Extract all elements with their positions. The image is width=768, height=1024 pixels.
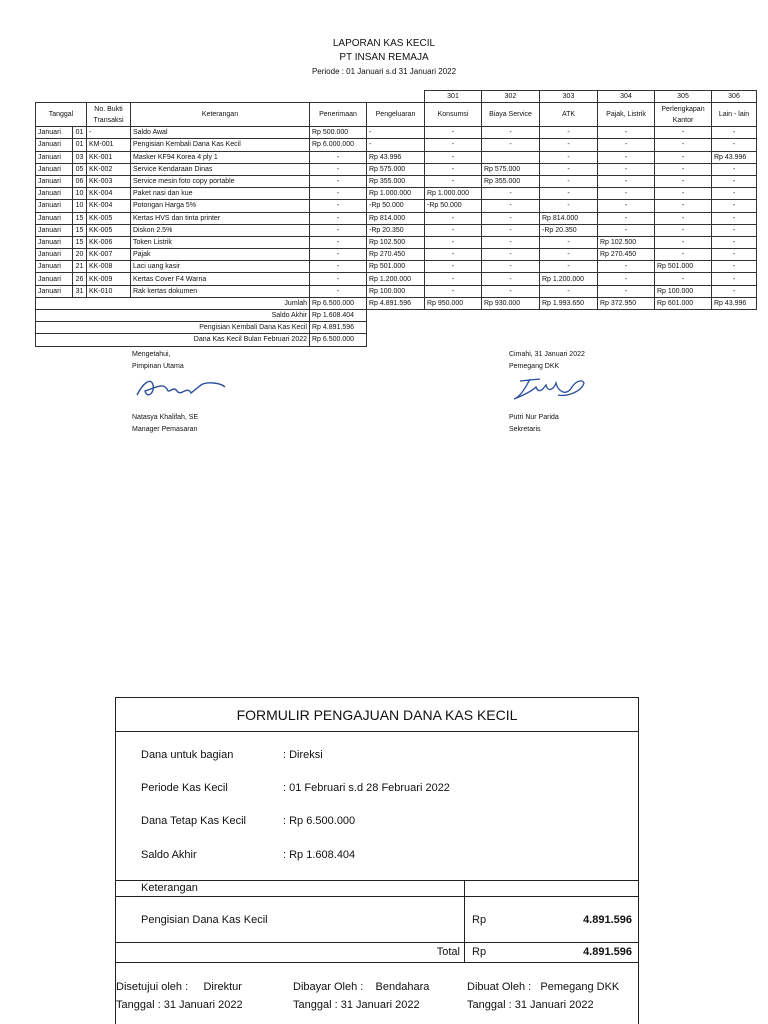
desc-cell: Kertas Cover F4 Warna <box>131 273 310 285</box>
total-302: Rp 930.000 <box>482 297 540 309</box>
table-row <box>36 127 757 139</box>
consumption-cell: - <box>425 163 482 175</box>
in-cell: Rp 6.000.000 <box>310 139 367 151</box>
petty-cash-table <box>35 90 757 347</box>
office-supplies-cell: - <box>655 127 712 139</box>
in-cell: - <box>310 249 367 261</box>
col-header-305: Perlengkapan Kantor <box>655 103 712 127</box>
service-cell <box>482 151 540 163</box>
out-cell: Rp 1.200.000 <box>367 273 425 285</box>
approval-by: Dibuat Oleh : <box>467 981 532 993</box>
account-code-row <box>36 91 757 103</box>
atk-cell: - <box>540 249 598 261</box>
col-header-out: Pengeluaran <box>367 103 425 127</box>
tax-utility-cell: - <box>598 139 655 151</box>
company-name: PT INSAN REMAJA <box>339 52 429 63</box>
in-cell: - <box>310 224 367 236</box>
field-label: Dana Tetap Kas Kecil <box>141 815 246 827</box>
tax-utility-cell: - <box>598 261 655 273</box>
col-header-desc: Keterangan <box>131 103 310 127</box>
out-cell: - <box>367 127 425 139</box>
code-302: 302 <box>482 91 540 103</box>
office-supplies-cell: - <box>655 224 712 236</box>
approval-date: Tanggal : 31 Januari 2022 <box>293 999 420 1011</box>
item-currency: Rp <box>472 914 487 926</box>
approval-holder <box>467 978 619 1014</box>
consumption-cell: - <box>425 212 482 224</box>
service-cell: - <box>482 127 540 139</box>
month-cell: Januari <box>36 212 73 224</box>
service-cell: - <box>482 261 540 273</box>
service-cell: Rp 575.000 <box>482 163 540 175</box>
summary-label: Saldo Akhir <box>36 310 310 322</box>
in-cell: - <box>310 175 367 187</box>
total-out: Rp 4.891.596 <box>367 297 425 309</box>
summary-value: Rp 6.500.000 <box>310 334 367 346</box>
proof-cell: KK-005 <box>87 224 131 236</box>
consumption-cell: - <box>425 151 482 163</box>
other-cell: - <box>712 273 757 285</box>
office-supplies-cell: - <box>655 175 712 187</box>
sig-left-role: Manager Pemasaran <box>132 426 198 433</box>
atk-cell: - <box>540 285 598 297</box>
out-cell: Rp 501.000 <box>367 261 425 273</box>
tax-utility-cell: - <box>598 212 655 224</box>
out-cell: Rp 814.000 <box>367 212 425 224</box>
day-cell: 10 <box>73 188 87 200</box>
desc-cell: Pajak <box>131 249 310 261</box>
other-cell: - <box>712 200 757 212</box>
approval-treasurer <box>293 978 429 1014</box>
tax-utility-cell: - <box>598 188 655 200</box>
consumption-cell: Rp 1.000.000 <box>425 188 482 200</box>
office-supplies-cell: - <box>655 151 712 163</box>
tax-utility-cell: - <box>598 163 655 175</box>
table-row <box>36 273 757 285</box>
office-supplies-cell: - <box>655 163 712 175</box>
table-row <box>36 249 757 261</box>
total-row <box>36 297 757 309</box>
month-cell: Januari <box>36 285 73 297</box>
total-303: Rp 1.993.650 <box>540 297 598 309</box>
out-cell: -Rp 20.350 <box>367 224 425 236</box>
tax-utility-cell: - <box>598 200 655 212</box>
other-cell: - <box>712 224 757 236</box>
desc-cell: Pengisian Kembali Dana Kas Kecil <box>131 139 310 151</box>
office-supplies-cell: Rp 100.000 <box>655 285 712 297</box>
in-cell: - <box>310 200 367 212</box>
field-value: : 01 Februari s.d 28 Februari 2022 <box>283 782 450 794</box>
summary-value: Rp 1.608.404 <box>310 310 367 322</box>
other-cell: - <box>712 163 757 175</box>
sig-right-role: Sekretaris <box>509 426 541 433</box>
table-row <box>36 200 757 212</box>
table-row <box>36 236 757 248</box>
sig-right-line1: Cimahi, 31 Januari 2022 <box>509 351 585 358</box>
service-cell: - <box>482 285 540 297</box>
code-301: 301 <box>425 91 482 103</box>
consumption-cell: -Rp 50.000 <box>425 200 482 212</box>
consumption-cell: - <box>425 175 482 187</box>
day-cell: 15 <box>73 236 87 248</box>
atk-cell: - <box>540 175 598 187</box>
summary-label: Dana Kas Kecil Bulan Februari 2022 <box>36 334 310 346</box>
code-304: 304 <box>598 91 655 103</box>
consumption-cell: - <box>425 236 482 248</box>
consumption-cell: - <box>425 285 482 297</box>
atk-cell: - <box>540 163 598 175</box>
day-cell: 05 <box>73 163 87 175</box>
service-cell: - <box>482 188 540 200</box>
signature-right-top <box>509 349 585 373</box>
month-cell: Januari <box>36 151 73 163</box>
out-cell: Rp 100.000 <box>367 285 425 297</box>
keterangan-header: Keterangan <box>141 882 198 894</box>
consumption-cell: - <box>425 224 482 236</box>
column-header-row <box>36 103 757 127</box>
other-cell: - <box>712 139 757 151</box>
summary-row <box>36 334 757 346</box>
table-row <box>36 285 757 297</box>
proof-cell: KK-005 <box>87 212 131 224</box>
atk-cell: Rp 1.200.000 <box>540 273 598 285</box>
sig-left-line2: Pimpinan Utama <box>132 363 184 370</box>
service-cell: - <box>482 139 540 151</box>
in-cell: - <box>310 285 367 297</box>
other-cell: - <box>712 212 757 224</box>
col-header-in: Penerimaan <box>310 103 367 127</box>
table-row <box>36 139 757 151</box>
proof-cell: KK-009 <box>87 273 131 285</box>
col-header-302: Biaya Service <box>482 103 540 127</box>
desc-cell: Paket nasi dan kue <box>131 188 310 200</box>
sig-right-line2: Pemegang DKK <box>509 363 560 370</box>
proof-cell: KK-008 <box>87 261 131 273</box>
sig-right-name: Putri Nur Parida <box>509 414 559 421</box>
proof-cell: KK-002 <box>87 163 131 175</box>
month-cell: Januari <box>36 127 73 139</box>
day-cell: 06 <box>73 175 87 187</box>
service-cell: - <box>482 273 540 285</box>
tax-utility-cell: - <box>598 273 655 285</box>
desc-cell: Potongan Harga 5% <box>131 200 310 212</box>
other-cell: - <box>712 188 757 200</box>
report-period: Periode : 01 Januari s.d 31 Januari 2022 <box>311 67 457 76</box>
signature-right-icon <box>510 373 590 403</box>
day-cell: 03 <box>73 151 87 163</box>
day-cell: 01 <box>73 139 87 151</box>
consumption-cell: - <box>425 139 482 151</box>
desc-cell: Saldo Awal <box>131 127 310 139</box>
consumption-cell: - <box>425 127 482 139</box>
month-cell: Januari <box>36 200 73 212</box>
office-supplies-cell: - <box>655 273 712 285</box>
in-cell: - <box>310 212 367 224</box>
proof-cell: KK-010 <box>87 285 131 297</box>
field-label: Periode Kas Kecil <box>141 782 228 794</box>
table-row <box>36 175 757 187</box>
col-header-303: ATK <box>540 103 598 127</box>
col-header-proof: No. Bukti Transaksi <box>87 103 131 127</box>
atk-cell: -Rp 20.350 <box>540 224 598 236</box>
other-cell: Rp 43.996 <box>712 151 757 163</box>
signature-right-bottom <box>509 412 559 436</box>
day-cell: 10 <box>73 200 87 212</box>
day-cell: 01 <box>73 127 87 139</box>
tax-utility-cell: Rp 102.500 <box>598 236 655 248</box>
service-cell: - <box>482 224 540 236</box>
col-header-306: Lain - lain <box>712 103 757 127</box>
total-in: Rp 6.500.000 <box>310 297 367 309</box>
other-cell: - <box>712 285 757 297</box>
month-cell: Januari <box>36 236 73 248</box>
consumption-cell: - <box>425 261 482 273</box>
day-cell: 26 <box>73 273 87 285</box>
service-cell: - <box>482 236 540 248</box>
in-cell: Rp 500.000 <box>310 127 367 139</box>
total-305: Rp 601.000 <box>655 297 712 309</box>
consumption-cell: - <box>425 249 482 261</box>
signature-left-top <box>132 349 184 373</box>
month-cell: Januari <box>36 163 73 175</box>
service-cell: - <box>482 249 540 261</box>
summary-value: Rp 4.891.596 <box>310 322 367 334</box>
desc-cell: Kertas HVS dan tinta printer <box>131 212 310 224</box>
desc-cell: Rak kertas dokumen <box>131 285 310 297</box>
service-cell: - <box>482 200 540 212</box>
out-cell: Rp 1.000.000 <box>367 188 425 200</box>
desc-cell: Diskon 2.5% <box>131 224 310 236</box>
in-cell: - <box>310 236 367 248</box>
approval-who: Direktur <box>203 981 242 993</box>
tax-utility-cell: Rp 270.450 <box>598 249 655 261</box>
total-306: Rp 43.996 <box>712 297 757 309</box>
month-cell: Januari <box>36 175 73 187</box>
col-header-304: Pajak, Listrik <box>598 103 655 127</box>
other-cell: - <box>712 249 757 261</box>
in-cell: - <box>310 188 367 200</box>
day-cell: 31 <box>73 285 87 297</box>
tax-utility-cell: - <box>598 127 655 139</box>
out-cell: Rp 575.000 <box>367 163 425 175</box>
code-306: 306 <box>712 91 757 103</box>
table-row <box>36 151 757 163</box>
proof-cell: - <box>87 127 131 139</box>
petty-cash-request-form <box>115 697 639 1024</box>
atk-cell: - <box>540 236 598 248</box>
code-305: 305 <box>655 91 712 103</box>
office-supplies-cell: - <box>655 188 712 200</box>
summary-row <box>36 322 757 334</box>
approval-date: Tanggal : 31 Januari 2022 <box>467 999 594 1011</box>
tax-utility-cell: - <box>598 224 655 236</box>
tax-utility-cell: - <box>598 151 655 163</box>
total-label: Jumlah <box>36 297 310 309</box>
summary-row <box>36 310 757 322</box>
report-title: LAPORAN KAS KECIL <box>332 38 436 49</box>
field-value: : Direksi <box>283 749 323 761</box>
atk-cell: - <box>540 200 598 212</box>
approval-director <box>116 978 243 1014</box>
table-row <box>36 212 757 224</box>
month-cell: Januari <box>36 139 73 151</box>
item-value: 4.891.596 <box>583 914 632 926</box>
proof-cell: KK-006 <box>87 236 131 248</box>
field-value: : Rp 1.608.404 <box>283 849 356 861</box>
in-cell: - <box>310 163 367 175</box>
desc-cell: Masker KF94 Korea 4 ply 1 <box>131 151 310 163</box>
signature-left-bottom <box>132 412 198 436</box>
atk-cell: - <box>540 151 598 163</box>
office-supplies-cell: - <box>655 139 712 151</box>
other-cell: - <box>712 236 757 248</box>
table-row <box>36 163 757 175</box>
in-cell: - <box>310 151 367 163</box>
proof-cell: KK-007 <box>87 249 131 261</box>
proof-cell: KM-001 <box>87 139 131 151</box>
proof-cell: KK-003 <box>87 175 131 187</box>
desc-cell: Service mesin foto copy portable <box>131 175 310 187</box>
total-304: Rp 372.950 <box>598 297 655 309</box>
sig-left-line1: Mengetahui, <box>132 351 171 358</box>
desc-cell: Laci uang kasir <box>131 261 310 273</box>
atk-cell: - <box>540 261 598 273</box>
tax-utility-cell: - <box>598 175 655 187</box>
month-cell: Januari <box>36 224 73 236</box>
month-cell: Januari <box>36 249 73 261</box>
total-301: Rp 950.000 <box>425 297 482 309</box>
total-currency: Rp <box>472 946 487 958</box>
form-title: FORMULIR PENGAJUAN DANA KAS KECIL <box>116 698 638 732</box>
in-cell: - <box>310 261 367 273</box>
col-header-date: Tanggal <box>36 103 87 127</box>
col-header-301: Konsumsi <box>425 103 482 127</box>
approval-date: Tanggal : 31 Januari 2022 <box>116 999 243 1011</box>
field-label: Dana untuk bagian <box>141 749 234 761</box>
table-row <box>36 224 757 236</box>
atk-cell: - <box>540 188 598 200</box>
field-label: Saldo Akhir <box>141 849 197 861</box>
approval-by: Disetujui oleh : <box>116 981 189 993</box>
month-cell: Januari <box>36 273 73 285</box>
office-supplies-cell: - <box>655 212 712 224</box>
service-cell: - <box>482 212 540 224</box>
other-cell: - <box>712 127 757 139</box>
tax-utility-cell: - <box>598 285 655 297</box>
other-cell: - <box>712 175 757 187</box>
day-cell: 21 <box>73 261 87 273</box>
other-cell: - <box>712 261 757 273</box>
atk-cell: - <box>540 127 598 139</box>
out-cell: - <box>367 139 425 151</box>
proof-cell: KK-004 <box>87 200 131 212</box>
day-cell: 15 <box>73 212 87 224</box>
in-cell: - <box>310 273 367 285</box>
service-cell: Rp 355.000 <box>482 175 540 187</box>
out-cell: Rp 270.450 <box>367 249 425 261</box>
item-label: Pengisian Dana Kas Kecil <box>141 914 268 926</box>
office-supplies-cell: - <box>655 200 712 212</box>
out-cell: -Rp 50.000 <box>367 200 425 212</box>
approval-who: Pemegang DKK <box>540 981 620 993</box>
day-cell: 15 <box>73 224 87 236</box>
table-row <box>36 188 757 200</box>
office-supplies-cell: - <box>655 236 712 248</box>
out-cell: Rp 43.996 <box>367 151 425 163</box>
month-cell: Januari <box>36 261 73 273</box>
sig-left-name: Natasya Khalifah, SE <box>132 414 199 421</box>
proof-cell: KK-001 <box>87 151 131 163</box>
summary-label: Pengisian Kembali Dana Kas Kecil <box>36 322 310 334</box>
atk-cell: - <box>540 139 598 151</box>
out-cell: Rp 355.000 <box>367 175 425 187</box>
office-supplies-cell: - <box>655 249 712 261</box>
desc-cell: Service Kendaraan Dinas <box>131 163 310 175</box>
month-cell: Januari <box>36 188 73 200</box>
approval-who: Bendahara <box>375 981 430 993</box>
day-cell: 20 <box>73 249 87 261</box>
consumption-cell: - <box>425 273 482 285</box>
signature-left-icon <box>133 373 228 403</box>
total-label: Total <box>436 946 460 958</box>
field-value: : Rp 6.500.000 <box>283 815 356 827</box>
office-supplies-cell: Rp 501.000 <box>655 261 712 273</box>
proof-cell: KK-004 <box>87 188 131 200</box>
atk-cell: Rp 814.000 <box>540 212 598 224</box>
table-row <box>36 261 757 273</box>
out-cell: Rp 102.500 <box>367 236 425 248</box>
code-303: 303 <box>540 91 598 103</box>
desc-cell: Token Listrik <box>131 236 310 248</box>
total-value: 4.891.596 <box>583 946 632 958</box>
approval-by: Dibayar Oleh : <box>293 981 364 993</box>
